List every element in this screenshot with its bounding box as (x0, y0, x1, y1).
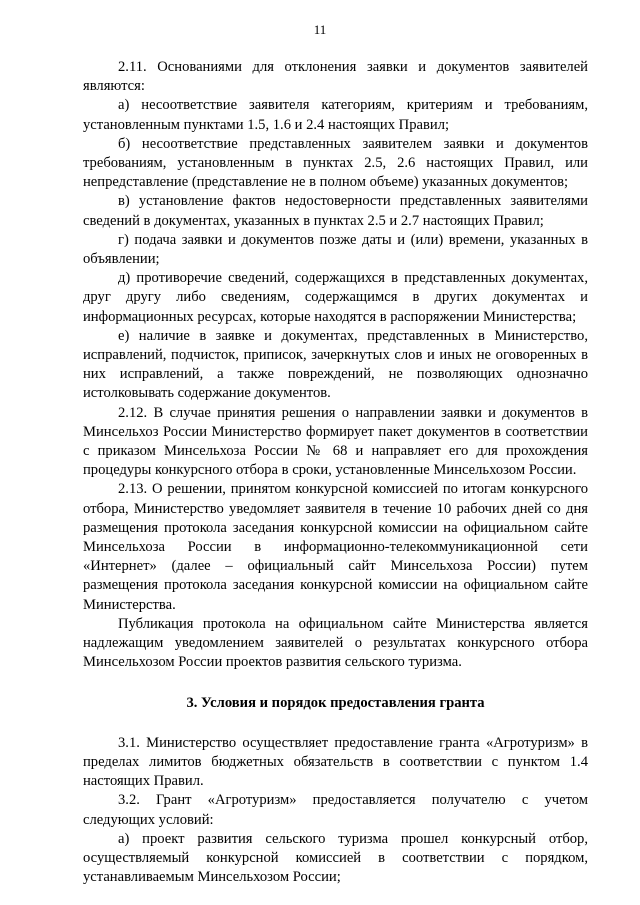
clause-b: б) несоответствие представленных заявителем заявки и документов требованиям, установленным в пунктах 2.5, 2.6 настоящих Правил, или непредставление (представление не в полном объеме) указанных документов; (83, 135, 588, 191)
clause-e: е) наличие в заявке и документах, представленных в Министерство, исправлений, подчисток, приписок, зачеркнутых слов и иных не оговоренных в них исправлений, а также повреждений, не позволяющих однозначно истолковывать содержание документов. (83, 327, 588, 402)
document-body (83, 58, 588, 887)
page-number: 11 (313, 22, 327, 37)
paragraph-3-2: 3.2. Грант «Агротуризм» предоставляется получателю с учетом следующих условий: (83, 792, 588, 828)
clause-g: г) подача заявки и документов позже даты и (или) времени, указанных в объявлении; (83, 231, 588, 268)
paragraph-2-13: 2.13. О решении, принятом конкурсной комиссией по итогам конкурсного отбора, Министерство уведомляет заявителя в течение 10 рабочих дней со дня размещения протокола заседания конкурсной комиссии на официальном сайте Минсельхоза России в информационно-телекоммуникационной сети «Интернет» (далее – официальный сайт Минсельхоза России) путем размещения протокола заседания конкурсной комиссии на официальном сайте Министерства. (83, 481, 588, 613)
paragraph-publication: Публикация протокола на официальном сайте Министерства является надлежащим уведомлением заявителей о результатах конкурсного отбора Минсельхозом России проектов развития сельского туризма. (83, 615, 588, 671)
section-title: 3. Условия и порядок предоставления гранта (186, 694, 485, 711)
clause-a: а) несоответствие заявителя категориям, критериям и требованиям, установленным пунктами 1.5, 1.6 и 2.4 настоящих Правил; (83, 97, 588, 133)
clause-d: д) противоречие сведений, содержащихся в представленных документах, друг другу либо сведениям, содержащимся в других документах и информационных ресурсах, которые находятся в распоряжении Министерства; (83, 270, 588, 325)
clause-v: в) установление фактов недостоверности представленных заявителями сведений в документах, указанных в пунктах 2.5 и 2.7 настоящих Правил; (83, 193, 588, 229)
paragraph-2-11: 2.11. Основаниями для отклонения заявки и документов заявителей являются: (83, 59, 588, 95)
paragraph-2-12: 2.12. В случае принятия решения о направлении заявки и документов в Минсельхоз России Министерство формирует пакет документов в соответствии с приказом Минсельхоза России № 68 и направляет его для прохождения процедуры конкурсного отбора в сроки, установленные Минсельхозом России. (83, 404, 588, 479)
clause-3-2-a: а) проект развития сельского туризма прошел конкурсный отбор, осуществляемый конкурсной комиссией в соответствии с порядком, устанавливаемым Минсельхозом России; (83, 830, 588, 886)
paragraph-3-1: 3.1. Министерство осуществляет предоставление гранта «Агротуризм» в пределах лимитов бюджетных обязательств в соответствии с пунктом 1.4 настоящих Правил. (83, 734, 588, 790)
